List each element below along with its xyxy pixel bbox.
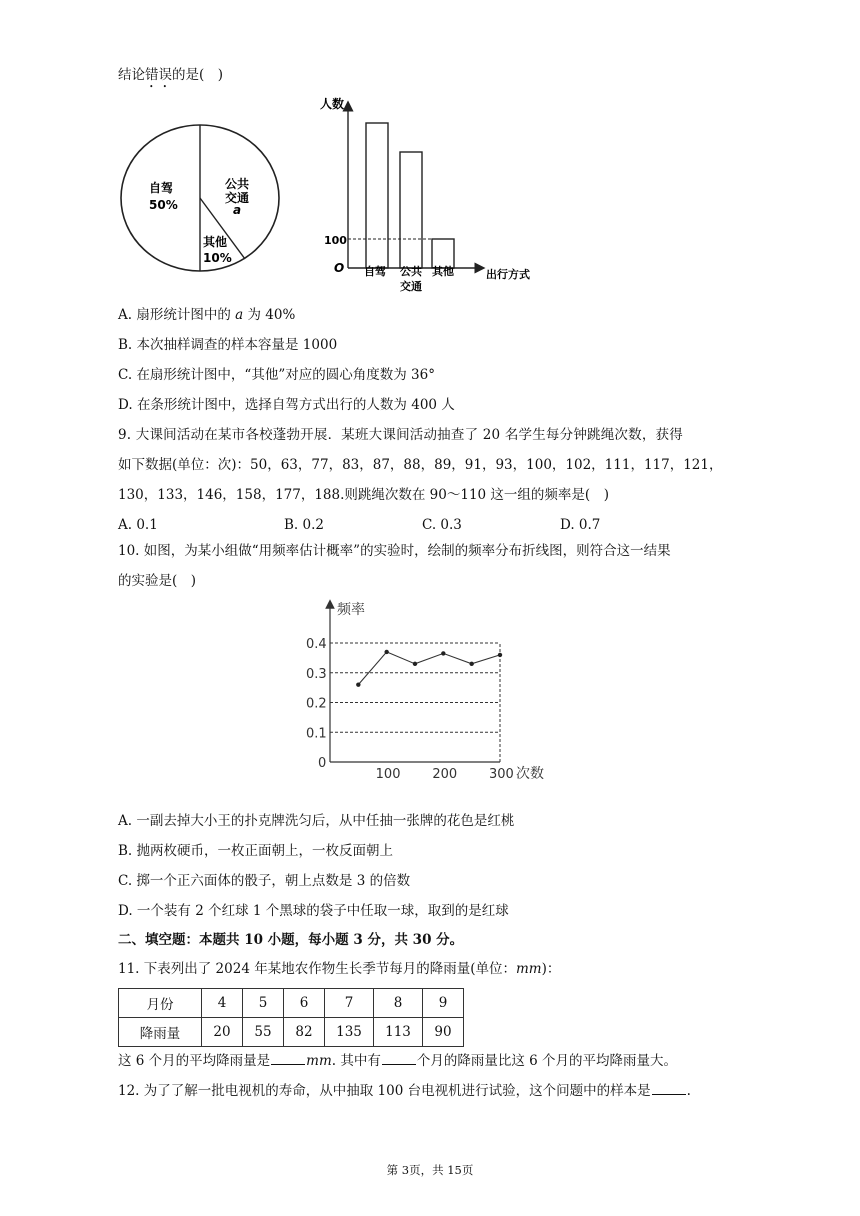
table-row (119, 1018, 464, 1047)
bar-cat-3: 其他 (432, 265, 454, 278)
q9-option-b: B. 0.2 (284, 517, 324, 533)
x-tick-label: 200 (432, 767, 458, 782)
q8-option-d-text: 在条形统计图中，选择自驾方式出行的人数为 400 人 (136, 397, 455, 413)
table-cell: 135 (325, 1018, 374, 1047)
pie-other-pct: 10% (203, 251, 232, 265)
table-cell: 55 (243, 1018, 284, 1047)
data-point (384, 650, 388, 654)
q8-option-c (118, 366, 435, 384)
data-point (356, 682, 360, 686)
q8-stem-suffix: 的是( ) (172, 67, 224, 83)
freq-ylabel: 频率 (337, 602, 365, 618)
bar-1 (366, 123, 388, 268)
table-cell: 8 (374, 989, 423, 1018)
q11-line-2-text-a: 这 6 个月的平均降雨量是 (118, 1053, 271, 1069)
pie-self-drive-label: 自驾 (149, 181, 174, 195)
q8-option-b-letter: B. (118, 337, 133, 353)
data-point (469, 662, 473, 666)
q11-line-1-text: 11. 下表列出了 2024 年某地农作物生长季节每月的降雨量(单位： (118, 961, 516, 977)
bar-cat-1: 自驾 (364, 265, 386, 278)
bar-chart (312, 92, 552, 300)
y-tick-label: 0.4 (306, 637, 327, 652)
table-cell: 7 (325, 989, 374, 1018)
frequency-line-chart (300, 596, 560, 796)
q9-line-2: 如下数据(单位：次)：50，63，77，83，87，88，89，91，93，100，102，111，117，121， (118, 457, 723, 473)
q8-option-a-text: 扇形统计图中的 (136, 307, 231, 323)
q9-line-1: 9. 大课间活动在某市各校蓬勃开展．某班大课间活动抽查了 20 名学生每分钟跳绳次数，获得 (118, 427, 683, 443)
q8-option-c-text: 在扇形统计图中，“其他”对应的圆心角度数为 36° (136, 367, 435, 383)
q10-option-a: A. 一副去掉大小王的扑克牌洗匀后，从中任抽一张牌的花色是红桃 (118, 813, 515, 829)
q11-unit: mm (515, 961, 542, 977)
bar-2 (400, 152, 422, 268)
table-cell: 90 (423, 1018, 464, 1047)
q10-option-d: D. 一个装有 2 个红球 1 个黑球的袋子中任取一球，取到的是红球 (118, 903, 509, 919)
q8-option-d-letter: D. (118, 397, 133, 413)
q8-option-a-var: a (235, 307, 244, 323)
bar-xlabel: 出行方式 (486, 268, 530, 281)
q10-option-c: C. 掷一个正六面体的骰子，朝上点数是 3 的倍数 (118, 873, 411, 889)
bar-3 (432, 239, 454, 268)
bar-origin: O (334, 261, 345, 275)
pie-public-label-2: 交通 (225, 191, 250, 205)
table-cell: 5 (243, 989, 284, 1018)
page-footer: 第 3页，共 15页 (386, 1163, 474, 1177)
q9-line-3: 130，133，146，158，177，188.则跳绳次数在 90～110 这一组的频率是( ) (118, 487, 609, 503)
bar-cat-2: 公共 (400, 265, 422, 278)
q8-option-a-letter: A. (118, 307, 133, 323)
table-cell: 9 (423, 989, 464, 1018)
y-tick-label: 0.2 (306, 696, 327, 712)
q8-stem-prefix: 结论 (118, 67, 145, 83)
q11-line-2-text-b: . 其中有 (331, 1053, 381, 1069)
frequency-series-line (358, 652, 500, 685)
q11-line-2-text-c: 个月的降雨量比这 6 个月的平均降雨量大。 (416, 1053, 678, 1069)
q12-end: . (686, 1083, 691, 1099)
rainfall-table (118, 988, 464, 1047)
q11-line-2 (118, 1052, 677, 1070)
q8-option-c-letter: C. (118, 367, 133, 383)
q10-line-2: 的实验是( ) (118, 573, 197, 589)
pie-other-label: 其他 (203, 235, 228, 249)
q12-text: 12. 为了了解一批电视机的寿命，从中抽取 100 台电视机进行试验，这个问题中的样本是 (118, 1083, 651, 1099)
q8-option-b (118, 336, 337, 354)
table-cell: 113 (374, 1018, 423, 1047)
q10-line-1: 10. 如图，为某小组做“用频率估计概率”的实验时，绘制的频率分布折线图，则符合这一结果 (118, 543, 671, 559)
data-point (413, 662, 417, 666)
q8-option-a (118, 306, 295, 324)
q8-option-b-text: 本次抽样调查的样本容量是 1000 (136, 337, 338, 353)
table-cell: 82 (284, 1018, 325, 1047)
pie-self-drive-pct: 50% (149, 198, 178, 212)
freq-xlabel: 次数 (516, 766, 544, 782)
table-cell: 月份 (119, 989, 202, 1018)
q9-option-a: A. 0.1 (118, 517, 158, 533)
q10-option-b: B. 抛两枚硬币，一枚正面朝上，一枚反面朝上 (118, 843, 394, 859)
y-tick-label: 0.1 (306, 726, 327, 742)
q11-line-1 (118, 960, 560, 978)
bar-tick-100: 100 (324, 234, 347, 247)
table-row (119, 989, 464, 1018)
table-cell: 20 (202, 1018, 243, 1047)
table-cell: 4 (202, 989, 243, 1018)
q12-line-1 (118, 1082, 691, 1100)
x-tick-label: 100 (375, 767, 401, 782)
q8-stem (118, 66, 223, 91)
q11-unit-2: mm (306, 1053, 332, 1069)
answer-blank[interactable] (271, 1052, 305, 1065)
bar-cat-2-line2: 交通 (400, 280, 422, 293)
q9-option-d: D. 0.7 (560, 517, 601, 533)
section-2-heading: 二、填空题：本题共 10 小题，每小题 3 分，共 30 分。 (118, 932, 464, 948)
x-tick-label: 300 (489, 767, 514, 782)
pie-chart (118, 122, 290, 278)
answer-blank[interactable] (382, 1052, 416, 1065)
q9-option-c: C. 0.3 (422, 517, 462, 533)
bar-ylabel: 人数 (320, 97, 345, 111)
q11-line-1-end: )： (541, 961, 561, 977)
q8-option-d (118, 396, 455, 414)
answer-blank[interactable] (652, 1082, 686, 1095)
data-point (441, 651, 445, 655)
data-point (498, 653, 502, 657)
pie-public-value: a (233, 203, 242, 217)
y-tick-label: 0.3 (306, 666, 327, 682)
pie-public-label-1: 公共 (225, 177, 250, 191)
table-cell: 降雨量 (119, 1018, 202, 1047)
y-tick-label: 0 (318, 756, 327, 771)
q8-option-a-post: 为 40% (247, 307, 296, 323)
q8-stem-emphasis: 错误 (145, 67, 172, 83)
table-cell: 6 (284, 989, 325, 1018)
